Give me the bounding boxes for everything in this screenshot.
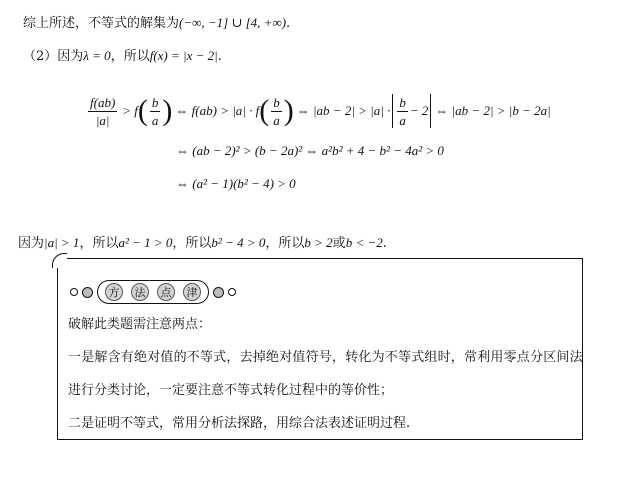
part2-prefix: （2）因为 <box>23 49 84 64</box>
conclusion-period: . <box>286 16 291 31</box>
badge-pill <box>97 280 209 304</box>
because-t5: 或 <box>332 236 346 251</box>
because-t2: ，所以 <box>79 236 119 251</box>
iff-2: ⇔ |ab − 2| > |a| · <box>296 103 391 118</box>
minus-2: − 2 <box>409 103 429 118</box>
solution-set-math: (−∞, −1] ∪ [4, +∞) <box>179 15 287 30</box>
badge-dot-filled-icon-2 <box>213 287 224 298</box>
method-line-4: 二是证明不等式，常用分析法探路，用综合法表述证明过程. <box>68 416 411 431</box>
frac-b-over-a-2 <box>271 95 282 128</box>
because-t4: ，所以 <box>265 236 305 251</box>
badge-dot-outline-icon-2 <box>228 288 236 296</box>
lambda-math: λ = 0 <box>83 48 111 63</box>
badge-dot-filled-icon <box>82 287 93 298</box>
part2-mid: ，所以 <box>110 49 150 64</box>
badge-char-2: 法 <box>131 283 149 301</box>
because-m4: b > 2 <box>304 235 333 250</box>
because-m3: b² − 4 > 0 <box>211 235 266 250</box>
method-line-3: 进行分类讨论，一定要注意不等式转化过程中的等价性； <box>68 383 394 398</box>
frac-b-over-a <box>150 95 161 128</box>
method-line-1: 破解此类题需注意两点： <box>68 317 212 332</box>
badge-char-3: 点 <box>157 283 175 301</box>
because-m1: |a| > 1 <box>44 235 80 250</box>
because-line <box>18 232 387 251</box>
fx-math: f(x) = |x − 2| <box>149 48 218 63</box>
frac-a-3: a <box>399 112 406 128</box>
because-t3: ，所以 <box>172 236 212 251</box>
frac-a: a <box>151 112 159 128</box>
equation-1: $\frac{f(ab)}{|a|}$ > f ( $\frac{b}{a}$ ) ⇔ f(ab) > |a| · f ( $\frac{b}{a}$ ) ⇔ |ab − 2| > |a| · $\frac{b}{a}$ − 2 ⇔ |ab − 2| > |b − 2a| <box>90 94 551 128</box>
equation-2: ⇔ (ab − 2)² > (b − 2a)² ⇔ a²b² + 4 − b² − 4a² > 0 <box>176 143 444 158</box>
because-t1: 因为 <box>18 236 45 251</box>
iff-3: ⇔ |ab − 2| > |b − 2a| <box>435 103 551 118</box>
part2-line <box>23 45 222 64</box>
conclusion-line <box>23 12 290 31</box>
method-badge <box>70 280 240 304</box>
because-m5: b < −2 <box>345 235 383 250</box>
method-box-corner <box>52 253 67 268</box>
method-line-2: 一是解含有绝对值的不等式，去掉绝对值符号，转化为不等式组时，常利用零点分区间法 <box>68 350 583 365</box>
because-m2: a² − 1 > 0 <box>118 235 173 250</box>
frac-numerator: f(ab) <box>90 94 116 110</box>
iff-1: ⇔ f(ab) > |a| · f <box>175 103 260 118</box>
badge-dot-outline-icon <box>70 288 78 296</box>
equation-3: ⇔ (a² − 1)(b² − 4) > 0 <box>176 176 296 191</box>
part2-suffix: . <box>217 49 222 64</box>
frac-b-2: b <box>273 94 280 110</box>
frac-denominator: |a| <box>95 112 110 128</box>
badge-char-1: 方 <box>105 283 123 301</box>
gt-f: > f <box>122 103 138 118</box>
frac-b-over-a-3 <box>397 95 408 128</box>
conclusion-text: 综上所述，不等式的解集为 <box>23 16 180 31</box>
frac-fab-over-abs-a <box>88 95 117 128</box>
because-t6: . <box>382 236 387 251</box>
frac-b-3: b <box>399 94 406 110</box>
badge-char-4: 津 <box>183 283 201 301</box>
frac-a-2: a <box>273 112 280 128</box>
frac-b: b <box>151 94 159 110</box>
